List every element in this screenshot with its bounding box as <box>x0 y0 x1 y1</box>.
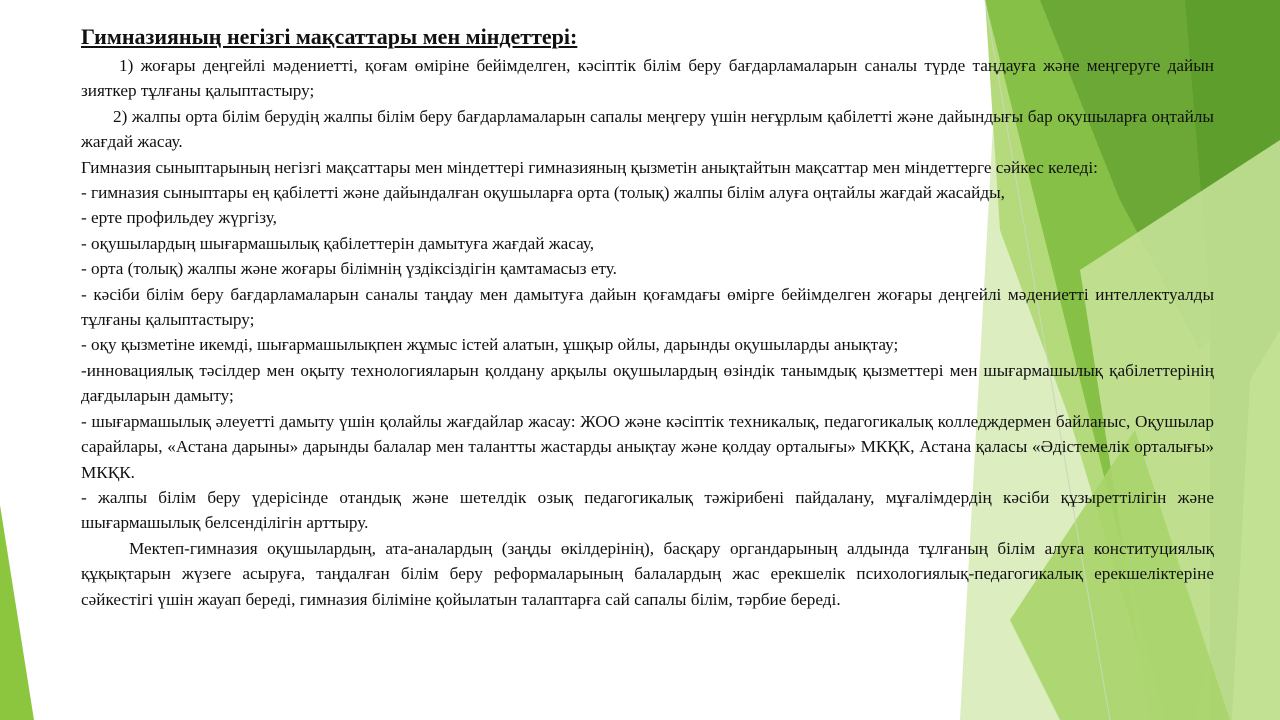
list-item: -инновациялық тәсілдер мен оқыту технологияларын қолдану арқылы оқушылардың өзіндік танымдық қызметтері мен шығармашылық қабілеттерінің дағдыларын дамыту; <box>81 360 1214 406</box>
intro-paragraph: Гимназия сыныптарының негізгі мақсаттары мен міндеттері гимназияның қызметін анықтайтын мақсаттар мен міндеттерге сәйкес келеді: <box>81 157 1098 177</box>
slide-content <box>81 22 1214 612</box>
list-item: - орта (толық) жалпы және жоғары білімнің үздіксіздігін қамтамасыз ету. <box>81 259 617 279</box>
list-item: - шығармашылық әлеуетті дамыту үшін қолайлы жағдайлар жасау: ЖОО және кәсіптік техникалық, педагогикалық колледждермен байланыс, Оқушылар сарайлары, «Астана дарыны» дарынды балалар мен талантты жастарды анықтау және қолдау орталығы» МКҚК, Астана қаласы «Әдістемелік орталығы» МКҚК. <box>81 411 1214 482</box>
list-item: - жалпы білім беру үдерісінде отандық және шетелдік озық педагогикалық тәжірибені пайдалану, мұғалімдердің кәсіби құзыреттілігін және шығармашылық белсенділігін арттыру. <box>81 487 1214 533</box>
left-green-sliver <box>0 505 34 720</box>
list-item: - кәсіби білім беру бағдарламаларын саналы таңдау мен дамытуға дайын қоғамдағы өмірге бейімделген жоғары деңгейлі мәдениетті интеллектуалды тұлғаны қалыптастыру; <box>81 284 1214 330</box>
list-item: - оқушылардың шығармашылық қабілеттерін дамытуға жағдай жасау, <box>81 233 594 253</box>
goal-2: 2) жалпы орта білім берудің жалпы білім беру бағдарламаларын сапалы меңгеру үшін неғұрлым қабілетті және дайындығы бар оқушыларға оңтайлы жағдай жасау. <box>81 106 1214 152</box>
list-item: - гимназия сыныптары ең қабілетті және дайындалған оқушыларға орта (толық) жалпы білім алуға оңтайлы жағдай жасайды, <box>81 183 1005 203</box>
closing-paragraph: Мектеп-гимназия оқушылардың, ата-аналардың (заңды өкілдерінің), басқару органдарының алдында тұлғаның білім алуға конституциялық құқықтарын жүзеге асыруға, таңдалған білім беру реформаларының балалардың жас ерекшелік психологиялық-педагогикалық ерекшеліктеріне сәйкестігі үшін жауап береді, гимназия біліміне қойылатын талаптарға сай сапалы білім, тәрбие береді. <box>81 538 1214 609</box>
slide-title: Гимназияның негізгі мақсаттары мен міндеттері: <box>81 24 578 49</box>
goal-1: 1) жоғары деңгейлі мәдениетті, қоғам өміріне бейімделген, кәсіптік білім беру бағдарламаларын саналы түрде таңдауға және меңгеруге дайын зияткер тұлғаны қалыптастыру; <box>81 56 1214 101</box>
list-item: - ерте профильдеу жүргізу, <box>81 208 277 228</box>
list-item: - оқу қызметіне икемді, шығармашылықпен жұмыс істей алатын, ұшқыр ойлы, дарынды оқушыларды анықтау; <box>81 335 899 355</box>
